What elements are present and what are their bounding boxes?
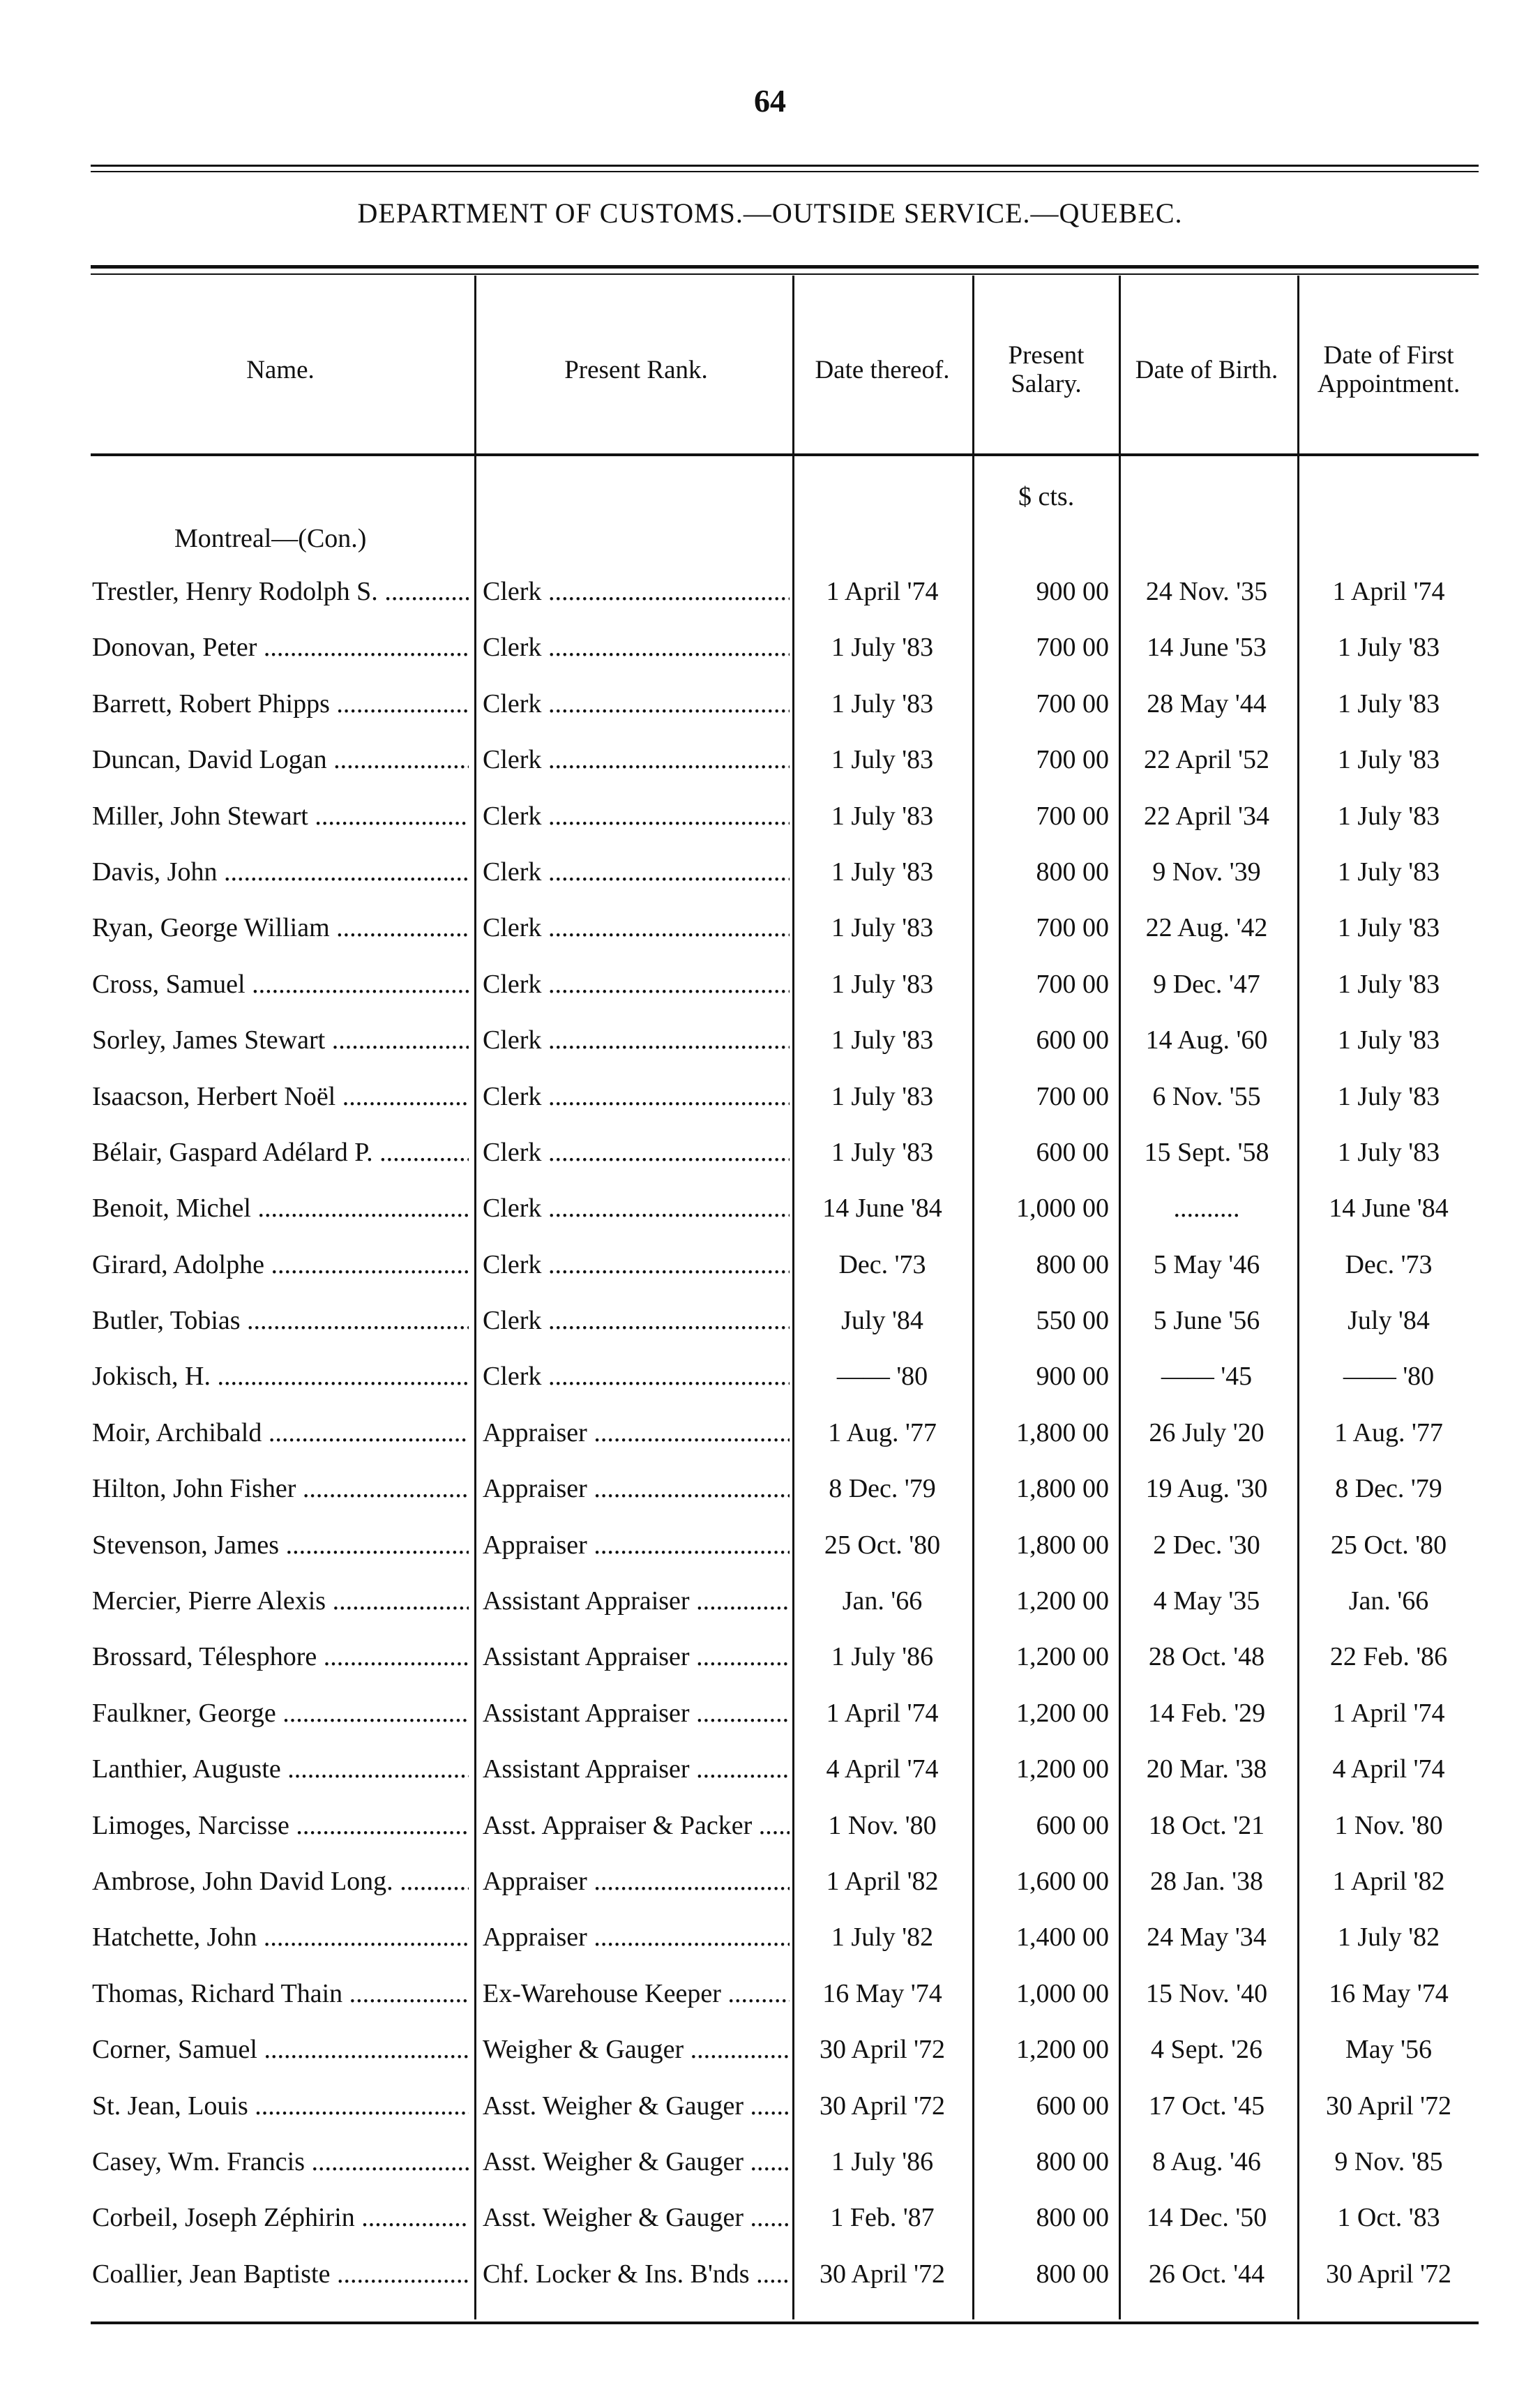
table-row	[0, 1350, 1540, 1406]
table-row	[0, 1574, 1540, 1630]
row-name: Stevenson, James .....	[92, 1528, 469, 1562]
row-first-appointment: July '84	[1348, 1306, 1430, 1336]
row-name: Sorley, James Stewart .....	[92, 1023, 469, 1057]
row-first-appointment: 1 July '82	[1337, 1922, 1440, 1952]
row-first-appointment: 1 July '83	[1337, 1137, 1440, 1167]
row-name: Ambrose, John David Long. .....	[92, 1865, 469, 1898]
row-name: Faulkner, George .....	[92, 1696, 469, 1730]
row-date-of-birth: —— '45	[1161, 1362, 1253, 1392]
column-header-date-thereof: Date thereof.	[815, 355, 950, 384]
row-salary: 700 00	[1036, 969, 1109, 999]
bottom-rule	[91, 2322, 1479, 2324]
row-date-thereof: 16 May '74	[822, 1978, 942, 2008]
row-date-of-birth: 14 Dec. '50	[1146, 2203, 1267, 2233]
table-row	[0, 677, 1540, 733]
row-date-of-birth: 14 Feb. '29	[1147, 1698, 1266, 1728]
header-rule-thin	[91, 273, 1479, 275]
row-salary: 1,200 00	[1016, 1754, 1109, 1784]
row-date-thereof: 1 Nov. '80	[828, 1810, 937, 1840]
table-row	[0, 1799, 1540, 1855]
row-name: Limoges, Narcisse .....	[92, 1809, 469, 1842]
row-salary: 600 00	[1036, 1025, 1109, 1055]
row-salary: 1,600 00	[1016, 1866, 1109, 1896]
row-date-thereof: 1 July '82	[831, 1922, 934, 1952]
row-date-thereof: 1 July '83	[831, 633, 934, 663]
table-row	[0, 2248, 1540, 2303]
row-first-appointment: 1 April '82	[1332, 1866, 1445, 1896]
table-row	[0, 1070, 1540, 1126]
row-date-thereof: 1 July '83	[831, 969, 934, 999]
row-date-thereof: 1 July '86	[831, 1642, 934, 1672]
row-date-thereof: 1 July '83	[831, 1137, 934, 1167]
table-row	[0, 1743, 1540, 1798]
row-first-appointment: 1 July '83	[1337, 1025, 1440, 1055]
table-row	[0, 958, 1540, 1014]
row-rank: Clerk .....	[483, 1136, 790, 1169]
table-row	[0, 845, 1540, 901]
salary-units: $ cts.	[1018, 482, 1075, 511]
row-salary: 800 00	[1036, 2203, 1109, 2233]
row-date-thereof: 1 July '83	[831, 857, 934, 887]
row-rank: Clerk .....	[483, 1248, 790, 1281]
row-date-of-birth: 4 May '35	[1153, 1586, 1260, 1616]
row-date-of-birth: 8 Aug. '46	[1152, 2146, 1261, 2176]
row-rank: Asst. Weigher & Gauger .....	[483, 2201, 790, 2234]
row-rank: Asst. Weigher & Gauger .....	[483, 2089, 790, 2123]
row-date-thereof: 30 April '72	[820, 2035, 945, 2065]
table-row	[0, 1238, 1540, 1294]
table-row	[0, 2191, 1540, 2247]
table-row	[0, 1687, 1540, 1743]
row-salary: 1,400 00	[1016, 1922, 1109, 1952]
row-first-appointment: 30 April '72	[1326, 2259, 1451, 2289]
header-rule	[91, 265, 1479, 269]
row-salary: 700 00	[1036, 1081, 1109, 1111]
row-date-of-birth: 17 Oct. '45	[1148, 2091, 1265, 2121]
row-date-thereof: 30 April '72	[820, 2091, 945, 2121]
row-name: Moir, Archibald .....	[92, 1416, 469, 1450]
row-rank: Ex-Warehouse Keeper .....	[483, 1977, 790, 2010]
row-salary: 700 00	[1036, 745, 1109, 775]
row-rank: Clerk .....	[483, 575, 790, 608]
table-row	[0, 1855, 1540, 1911]
row-rank: Asst. Appraiser & Packer .....	[483, 1809, 790, 1842]
row-date-of-birth: 14 Aug. '60	[1145, 1025, 1268, 1055]
row-salary: 1,200 00	[1016, 1642, 1109, 1672]
row-salary: 1,200 00	[1016, 1586, 1109, 1616]
row-rank: Clerk .....	[483, 1191, 790, 1225]
row-date-of-birth: 26 July '20	[1149, 1417, 1265, 1447]
row-name: Benoit, Michel .....	[92, 1191, 469, 1225]
row-rank: Clerk .....	[483, 799, 790, 833]
row-salary: 800 00	[1036, 2146, 1109, 2176]
row-date-thereof: 1 April '74	[826, 577, 939, 606]
row-first-appointment: 1 April '74	[1332, 1698, 1445, 1728]
row-first-appointment: 16 May '74	[1329, 1978, 1449, 2008]
row-first-appointment: 1 July '83	[1337, 801, 1440, 831]
column-header-birth: Date of Birth.	[1135, 355, 1278, 384]
row-date-thereof: 1 Feb. '87	[830, 2203, 935, 2233]
row-salary: 900 00	[1036, 577, 1109, 606]
row-salary: 1,800 00	[1016, 1417, 1109, 1447]
row-first-appointment: 1 April '74	[1332, 577, 1445, 606]
row-rank: Assistant Appraiser .....	[483, 1640, 790, 1673]
row-date-thereof: 1 Aug. '77	[828, 1417, 937, 1447]
row-rank: Clerk .....	[483, 968, 790, 1001]
row-rank: Clerk .....	[483, 855, 790, 889]
row-rank: Clerk .....	[483, 631, 790, 664]
row-first-appointment: 9 Nov. '85	[1334, 2146, 1443, 2176]
row-rank: Asst. Weigher & Gauger .....	[483, 2145, 790, 2179]
column-header-salary: Present Salary.	[1008, 341, 1085, 398]
row-salary: 1,200 00	[1016, 2035, 1109, 2065]
row-first-appointment: 1 July '83	[1337, 913, 1440, 943]
row-date-of-birth: 22 April '52	[1144, 745, 1269, 775]
column-header-rule	[91, 453, 1479, 456]
row-date-of-birth: 9 Dec. '47	[1153, 969, 1260, 999]
row-name: Miller, John Stewart .....	[92, 799, 469, 833]
row-salary: 1,000 00	[1016, 1978, 1109, 2008]
row-salary: 1,200 00	[1016, 1698, 1109, 1728]
row-date-thereof: 4 April '74	[826, 1754, 939, 1784]
row-rank: Appraiser .....	[483, 1865, 790, 1898]
row-salary: 600 00	[1036, 1810, 1109, 1840]
row-rank: Clerk .....	[483, 1304, 790, 1337]
row-first-appointment: 1 Aug. '77	[1334, 1417, 1443, 1447]
row-name: Girard, Adolphe .....	[92, 1248, 469, 1281]
row-rank: Appraiser .....	[483, 1528, 790, 1562]
table-row	[0, 1182, 1540, 1237]
row-date-thereof: 1 April '82	[826, 1866, 939, 1896]
table-row	[0, 1126, 1540, 1182]
row-name: Hilton, John Fisher .....	[92, 1472, 469, 1505]
row-salary: 1,000 00	[1016, 1194, 1109, 1224]
row-name: St. Jean, Louis .....	[92, 2089, 469, 2123]
row-date-thereof: 1 July '83	[831, 1081, 934, 1111]
row-rank: Appraiser .....	[483, 1416, 790, 1450]
row-salary: 550 00	[1036, 1306, 1109, 1336]
row-salary: 1,800 00	[1016, 1530, 1109, 1560]
row-first-appointment: 4 April '74	[1332, 1754, 1445, 1784]
row-rank: Clerk .....	[483, 1080, 790, 1113]
row-name: Corbeil, Joseph Zéphirin .....	[92, 2201, 469, 2234]
table-row	[0, 1630, 1540, 1686]
row-date-thereof: 1 July '83	[831, 745, 934, 775]
row-salary: 600 00	[1036, 1137, 1109, 1167]
table-row	[0, 901, 1540, 957]
row-salary: 600 00	[1036, 2091, 1109, 2121]
row-first-appointment: 1 Nov. '80	[1334, 1810, 1443, 1840]
row-rank: Clerk .....	[483, 1023, 790, 1057]
row-date-thereof: 1 July '83	[831, 913, 934, 943]
row-date-of-birth: 5 May '46	[1153, 1249, 1260, 1279]
row-name: Casey, Wm. Francis .....	[92, 2145, 469, 2179]
table-row	[0, 621, 1540, 677]
row-date-of-birth: 14 June '53	[1147, 633, 1267, 663]
row-salary: 900 00	[1036, 1362, 1109, 1392]
row-date-of-birth: 22 Aug. '42	[1145, 913, 1268, 943]
document-heading: DEPARTMENT OF CUSTOMS.—OUTSIDE SERVICE.—QUEBEC.	[357, 197, 1183, 229]
row-name: Coallier, Jean Baptiste .....	[92, 2257, 469, 2291]
row-first-appointment: 22 Feb. '86	[1329, 1642, 1448, 1672]
row-first-appointment: 1 July '83	[1337, 745, 1440, 775]
row-first-appointment: 8 Dec. '79	[1335, 1474, 1442, 1504]
table-row	[0, 790, 1540, 845]
top-rule	[91, 165, 1479, 167]
row-rank: Clerk .....	[483, 1360, 790, 1393]
row-date-of-birth: 24 May '34	[1147, 1922, 1267, 1952]
row-date-thereof: Dec. '73	[838, 1249, 926, 1279]
row-name: Corner, Samuel .....	[92, 2033, 469, 2066]
row-salary: 1,800 00	[1016, 1474, 1109, 1504]
row-rank: Appraiser .....	[483, 1920, 790, 1954]
row-date-of-birth: 20 Mar. '38	[1146, 1754, 1267, 1784]
table-row	[0, 733, 1540, 789]
row-name: Donovan, Peter .....	[92, 631, 469, 664]
row-first-appointment: 1 July '83	[1337, 1081, 1440, 1111]
row-name: Hatchette, John .....	[92, 1920, 469, 1954]
row-date-of-birth: ..........	[1173, 1194, 1240, 1224]
row-rank: Assistant Appraiser .....	[483, 1696, 790, 1730]
table-row	[0, 1014, 1540, 1069]
row-date-of-birth: 28 Jan. '38	[1149, 1866, 1263, 1896]
row-rank: Clerk .....	[483, 911, 790, 945]
table-row	[0, 565, 1540, 621]
row-name: Duncan, David Logan .....	[92, 743, 469, 776]
row-date-of-birth: 22 April '34	[1144, 801, 1269, 831]
row-date-thereof: 1 July '83	[831, 801, 934, 831]
row-date-of-birth: 28 Oct. '48	[1148, 1642, 1265, 1672]
row-date-of-birth: 28 May '44	[1147, 688, 1267, 718]
table-row	[0, 2079, 1540, 2135]
table-row	[0, 1406, 1540, 1462]
row-name: Butler, Tobias .....	[92, 1304, 469, 1337]
row-first-appointment: 25 Oct. '80	[1330, 1530, 1447, 1560]
row-date-thereof: —— '80	[836, 1362, 928, 1392]
row-first-appointment: May '56	[1345, 2035, 1432, 2065]
row-date-thereof: 1 July '83	[831, 688, 934, 718]
row-date-thereof: Jan. '66	[842, 1586, 923, 1616]
row-first-appointment: 1 Oct. '83	[1337, 2203, 1440, 2233]
row-first-appointment: 1 July '83	[1337, 857, 1440, 887]
row-date-of-birth: 24 Nov. '35	[1145, 577, 1268, 606]
row-first-appointment: Dec. '73	[1345, 1249, 1433, 1279]
section-title: Montreal—(Con.)	[174, 524, 367, 553]
row-salary: 700 00	[1036, 688, 1109, 718]
row-rank: Appraiser .....	[483, 1472, 790, 1505]
row-name: Bélair, Gaspard Adélard P. .....	[92, 1136, 469, 1169]
row-name: Jokisch, H. .....	[92, 1360, 469, 1393]
row-rank: Chf. Locker & Ins. B'nds .....	[483, 2257, 790, 2291]
row-date-of-birth: 4 Sept. '26	[1151, 2035, 1262, 2065]
row-name: Thomas, Richard Thain .....	[92, 1977, 469, 2010]
table-row	[0, 1519, 1540, 1574]
row-date-thereof: 8 Dec. '79	[829, 1474, 936, 1504]
row-first-appointment: 1 July '83	[1337, 633, 1440, 663]
row-name: Isaacson, Herbert Noël .....	[92, 1080, 469, 1113]
row-salary: 800 00	[1036, 1249, 1109, 1279]
row-date-of-birth: 6 Nov. '55	[1152, 1081, 1261, 1111]
table-row	[0, 2023, 1540, 2079]
staff-table-body	[0, 565, 1540, 2303]
row-name: Mercier, Pierre Alexis .....	[92, 1584, 469, 1618]
row-first-appointment: —— '80	[1343, 1362, 1435, 1392]
row-name: Lanthier, Auguste .....	[92, 1752, 469, 1786]
row-name: Davis, John .....	[92, 855, 469, 889]
row-name: Trestler, Henry Rodolph S. .....	[92, 575, 469, 608]
table-row	[0, 1462, 1540, 1518]
row-date-thereof: July '84	[841, 1306, 923, 1336]
row-salary: 800 00	[1036, 857, 1109, 887]
row-first-appointment: 1 July '83	[1337, 969, 1440, 999]
column-header-name: Name.	[246, 355, 315, 384]
row-date-of-birth: 15 Sept. '58	[1144, 1137, 1269, 1167]
row-name: Brossard, Télesphore .....	[92, 1640, 469, 1673]
row-rank: Assistant Appraiser .....	[483, 1584, 790, 1618]
column-header-rank: Present Rank.	[564, 355, 708, 384]
row-first-appointment: 30 April '72	[1326, 2091, 1451, 2121]
row-date-thereof: 1 July '86	[831, 2146, 934, 2176]
column-header-first-appointment: Date of First Appointment.	[1317, 341, 1460, 398]
row-first-appointment: 1 July '83	[1337, 688, 1440, 718]
table-row	[0, 2135, 1540, 2191]
row-salary: 700 00	[1036, 913, 1109, 943]
row-name: Cross, Samuel .....	[92, 968, 469, 1001]
row-date-of-birth: 18 Oct. '21	[1148, 1810, 1265, 1840]
row-salary: 700 00	[1036, 633, 1109, 663]
top-rule-thin	[91, 171, 1479, 172]
table-row	[0, 1911, 1540, 1966]
row-date-of-birth: 5 June '56	[1153, 1306, 1260, 1336]
row-date-of-birth: 26 Oct. '44	[1148, 2259, 1265, 2289]
row-date-of-birth: 2 Dec. '30	[1153, 1530, 1260, 1560]
row-rank: Clerk .....	[483, 743, 790, 776]
table-row	[0, 1294, 1540, 1350]
table-row	[0, 1967, 1540, 2023]
row-date-of-birth: 15 Nov. '40	[1145, 1978, 1268, 2008]
row-first-appointment: 14 June '84	[1329, 1194, 1449, 1224]
row-rank: Assistant Appraiser .....	[483, 1752, 790, 1786]
row-date-of-birth: 9 Nov. '39	[1152, 857, 1261, 887]
row-date-thereof: 14 June '84	[822, 1194, 942, 1224]
row-date-thereof: 25 Oct. '80	[824, 1530, 941, 1560]
row-rank: Weigher & Gauger .....	[483, 2033, 790, 2066]
row-salary: 700 00	[1036, 801, 1109, 831]
row-salary: 800 00	[1036, 2259, 1109, 2289]
row-rank: Clerk .....	[483, 687, 790, 721]
row-date-thereof: 30 April '72	[820, 2259, 945, 2289]
page-number: 64	[754, 83, 786, 119]
row-name: Barrett, Robert Phipps .....	[92, 687, 469, 721]
row-date-thereof: 1 July '83	[831, 1025, 934, 1055]
row-first-appointment: Jan. '66	[1348, 1586, 1429, 1616]
row-name: Ryan, George William .....	[92, 911, 469, 945]
row-date-of-birth: 19 Aug. '30	[1145, 1474, 1268, 1504]
row-date-thereof: 1 April '74	[826, 1698, 939, 1728]
